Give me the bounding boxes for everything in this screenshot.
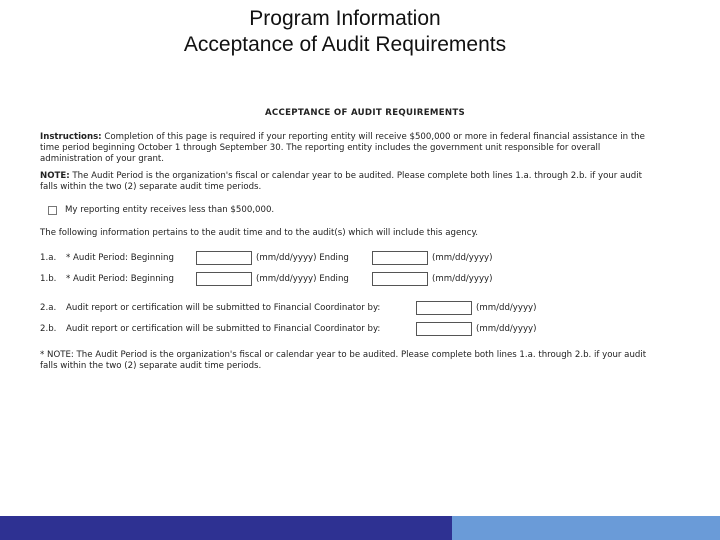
format-hint: (mm/dd/yyyy): [432, 252, 493, 263]
audit-begin-date-1a-input[interactable]: [196, 251, 252, 265]
row-label: * Audit Period: Beginning: [66, 273, 174, 284]
slide-title-line-2: Acceptance of Audit Requirements: [183, 33, 507, 56]
audit-period-row-1a: [40, 251, 660, 265]
audit-end-date-1a-input[interactable]: [372, 251, 428, 265]
less-than-threshold-checkbox[interactable]: [48, 206, 57, 215]
less-than-threshold-row: [48, 205, 660, 216]
submission-row-2a: [40, 301, 660, 315]
row-label: * Audit Period: Beginning: [66, 252, 174, 263]
footer-bar-dark: [0, 516, 452, 540]
following-info-text: The following information pertains to the audit time and to the audit(s) which will include this agency.: [40, 228, 479, 238]
note-text: The Audit Period is the organization's fiscal or calendar year to be audited. Please complete both lines 1.a. through 2.b. if your audit falls within the two (2) separate audit time periods.: [40, 171, 642, 192]
format-hint: (mm/dd/yyyy): [476, 302, 537, 313]
submission-row-2b: [40, 322, 660, 336]
row-number: 2.b.: [40, 323, 57, 334]
form-heading: ACCEPTANCE OF AUDIT REQUIREMENTS: [264, 108, 466, 118]
instructions-text: Completion of this page is required if your reporting entity will receive $500,000 or more in federal financial assistance in the time period beginning October 1 through September 30. The reporting entity includes the government unit responsible for overall administration of your grant.: [40, 132, 645, 164]
row-label: Audit report or certification will be submitted to Financial Coordinator by:: [66, 302, 381, 313]
audit-begin-date-1b-input[interactable]: [196, 272, 252, 286]
instructions-paragraph: [40, 132, 660, 165]
row-label: Audit report or certification will be submitted to Financial Coordinator by:: [66, 323, 381, 334]
footer-bar-light: [452, 516, 720, 540]
format-hint: (mm/dd/yyyy) Ending: [256, 252, 349, 263]
row-number: 2.a.: [40, 302, 57, 313]
format-hint: (mm/dd/yyyy): [432, 273, 493, 284]
submission-date-2b-input[interactable]: [416, 322, 472, 336]
submission-date-2a-input[interactable]: [416, 301, 472, 315]
note-paragraph: [40, 171, 660, 193]
row-number: 1.a.: [40, 252, 57, 263]
audit-period-row-1b: [40, 272, 660, 286]
audit-form: [40, 108, 660, 378]
format-hint: (mm/dd/yyyy): [476, 323, 537, 334]
less-than-threshold-label: My reporting entity receives less than $500,000.: [65, 205, 275, 215]
slide-title: [0, 6, 690, 58]
instructions-label: Instructions:: [40, 132, 102, 142]
row-number: 1.b.: [40, 273, 57, 284]
audit-end-date-1b-input[interactable]: [372, 272, 428, 286]
format-hint: (mm/dd/yyyy) Ending: [256, 273, 349, 284]
note-label: NOTE:: [40, 171, 70, 181]
footnote: * NOTE: The Audit Period is the organization's fiscal or calendar year to be audited. Please complete both lines 1.a. through 2.b. if your audit falls within the two (2) separate audit time periods.: [40, 350, 647, 371]
slide-title-line-1: Program Information: [249, 7, 441, 30]
